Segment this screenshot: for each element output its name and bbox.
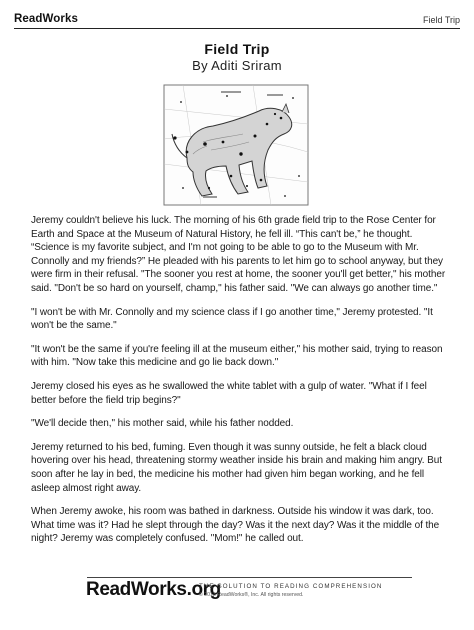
article-byline: By Aditi Sriram — [192, 58, 282, 73]
story-paragraph: Jeremy closed his eyes as he swallowed the white tablet with a gulp of water. "What if I feel better before the field trip begins?" — [31, 380, 427, 406]
readworks-logo: ReadWorks.org — [86, 579, 221, 600]
story-paragraph: Jeremy couldn't believe his luck. The morning of his 6th grade field trip to the Rose Center for Earth and Space at the Museum of Natural History, he fell ill. “This can't be,” he thought. “Science is my favorite subject, and I'm not going to be able to go to the Museum with Mr. Connolly and my friends?” He pleaded with his parents to let him go to school anyway, but they were firm in their refusal. "The sooner you rest at home, the sooner you'll get better," his mother said. "Don't be so hard on yourself, champ," his father said. "We can always go another time." — [31, 215, 446, 294]
page-footer — [0, 577, 474, 607]
story-paragraph: When Jeremy awoke, his room was bathed in darkness. Outside his window it was dark, too. What time was it? Had he slept through the day? Was it the next day? Was it the middle of the night? Jeremy was completely confused. "Mom!" he called out. — [31, 506, 440, 545]
footer-divider — [87, 577, 412, 578]
story-body — [31, 214, 449, 556]
story-paragraph: "It won't be the same if you're feeling ill at the museum either," his mother said, trying to reason with him. "Now take this medicine and go lie back down." — [31, 343, 443, 369]
header-story-title: Field Trip — [422, 15, 460, 25]
footer-copyright: © 2013 ReadWorks®, Inc. All rights reserved. — [199, 592, 304, 598]
readworks-brand: ReadWorks — [14, 13, 78, 25]
article-title: Field Trip — [204, 41, 270, 57]
page-header — [14, 6, 460, 29]
story-paragraph: "I won't be with Mr. Connolly and my science class if I go another time," Jeremy protested. "It won't be the same." — [31, 306, 433, 332]
story-paragraph: Jeremy returned to his bed, fuming. Even though it was sunny outside, he felt a black cloud hovering over his head, threatening stormy weather inside his brain and making him angry. But soon after he lay in bed, the medicine his mother had given him began working, and he fell asleep almost right away. — [31, 441, 442, 494]
footer-slogan: THE SOLUTION TO READING COMPREHENSION — [199, 583, 383, 590]
story-paragraph: "We'll decide then," his mother said, while his father nodded. — [31, 418, 294, 430]
ursa-major-constellation-bear-icon — [163, 84, 309, 206]
